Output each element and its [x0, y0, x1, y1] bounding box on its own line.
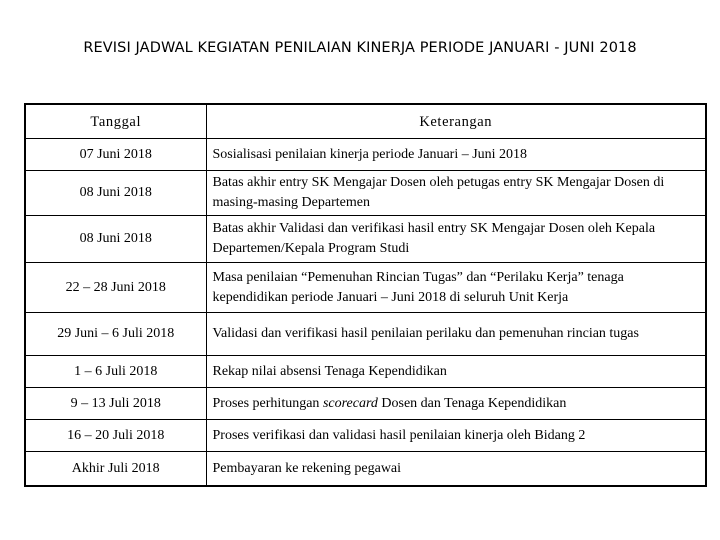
table-row [25, 263, 706, 313]
row-description: Batas akhir entry SK Mengajar Dosen oleh petugas entry SK Mengajar Dosen di masing-masing Departemen [206, 171, 706, 216]
table-header-row [25, 104, 706, 139]
row-date: 22 – 28 Juni 2018 [25, 263, 206, 313]
row-description: Masa penilaian “Pemenuhan Rincian Tugas” dan “Perilaku Kerja” tenaga kependidikan periode Januari – Juni 2018 di seluruh Unit Kerja [206, 263, 706, 313]
schedule-table [24, 103, 707, 487]
row-description: Proses verifikasi dan validasi hasil penilaian kinerja oleh Bidang 2 [206, 420, 706, 452]
table-row [25, 388, 706, 420]
row-date: 07 Juni 2018 [25, 139, 206, 171]
table-row [25, 216, 706, 263]
table-row [25, 313, 706, 356]
column-header-description: Keterangan [206, 104, 706, 139]
table-row [25, 171, 706, 216]
description-text: Proses perhitungan [212, 395, 323, 411]
row-date: Akhir Juli 2018 [25, 452, 206, 487]
column-header-date: Tanggal [25, 104, 206, 139]
table-row [25, 139, 706, 171]
row-description: Batas akhir Validasi dan verifikasi hasil entry SK Mengajar Dosen oleh Kepala Departemen/Kepala Program Studi [206, 216, 706, 263]
description-emphasis: scorecard [322, 395, 378, 411]
table-row [25, 452, 706, 487]
row-date: 08 Juni 2018 [25, 171, 206, 216]
table-row [25, 356, 706, 388]
row-date: 29 Juni – 6 Juli 2018 [25, 313, 206, 356]
row-date: 16 – 20 Juli 2018 [25, 420, 206, 452]
row-date: 1 – 6 Juli 2018 [25, 356, 206, 388]
description-text: Dosen dan Tenaga Kependidikan [377, 395, 567, 411]
row-date: 08 Juni 2018 [25, 216, 206, 263]
row-description: Validasi dan verifikasi hasil penilaian perilaku dan pemenuhan rincian tugas [206, 313, 706, 356]
page-title: REVISI JADWAL KEGIATAN PENILAIAN KINERJA PERIODE JANUARI - JUNI 2018 [83, 40, 637, 56]
row-date: 9 – 13 Juli 2018 [25, 388, 206, 420]
row-description: Rekap nilai absensi Tenaga Kependidikan [206, 356, 706, 388]
row-description [206, 388, 706, 420]
row-description: Sosialisasi penilaian kinerja periode Januari – Juni 2018 [206, 139, 706, 171]
row-description: Pembayaran ke rekening pegawai [206, 452, 706, 487]
table-row [25, 420, 706, 452]
